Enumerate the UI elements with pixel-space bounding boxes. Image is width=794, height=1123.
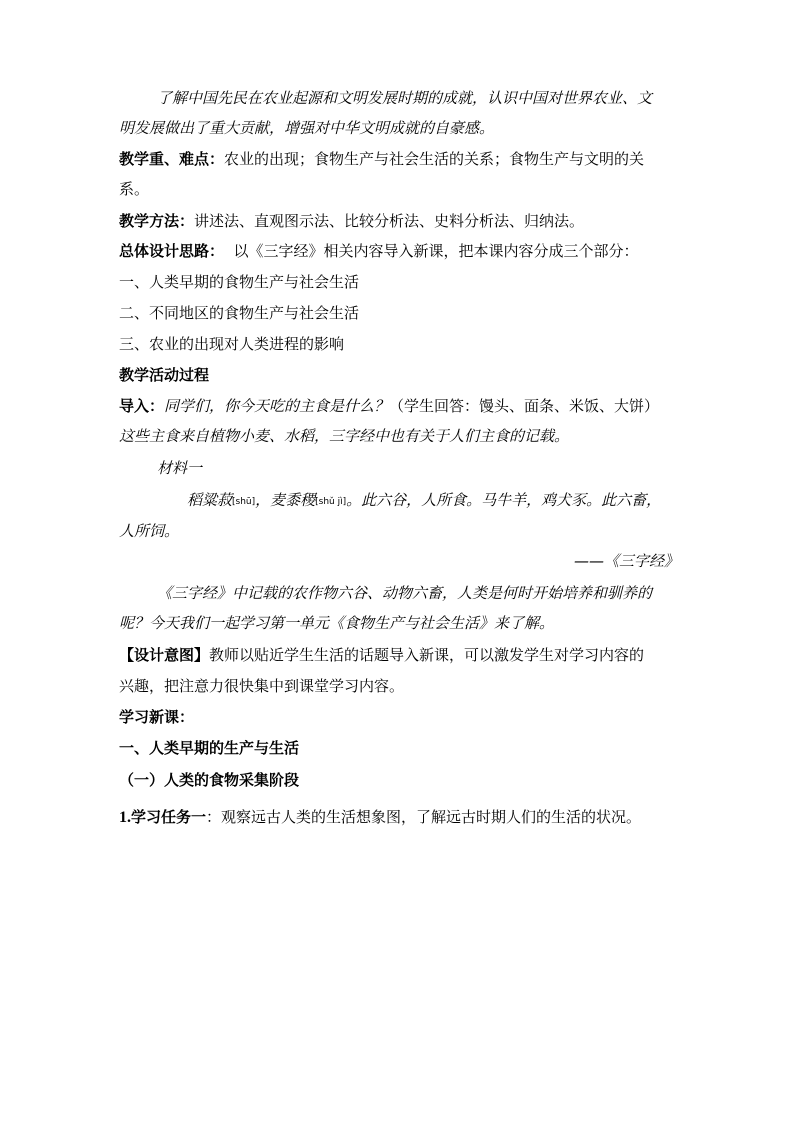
part-item-2: [119, 302, 679, 324]
lead-in-question: 同学们，你今天吃的主食是什么？: [164, 397, 390, 415]
key-points-label: 教学重、难点：: [119, 150, 225, 168]
part-text-1: 一、人类早期的食物生产与社会生活: [119, 273, 360, 291]
intent-text-2: 兴趣，把注意力很快集中到课堂学习内容。: [119, 677, 405, 695]
material-text-2: 人所饲。: [119, 522, 180, 540]
goal-paragraph-line-2: [119, 117, 679, 139]
new-lesson-text: 学习新课：: [119, 708, 195, 726]
material-label: [119, 457, 697, 479]
material-text-c: 。此六谷，人所食。马牛羊，鸡犬豕。此六畜，: [346, 491, 662, 509]
material-line-2: [119, 520, 679, 542]
intent-text-1: 教师以贴近学生生活的话题导入新课，可以激发学生对学习内容的: [209, 646, 645, 664]
key-points-text-1: 农业的出现；食物生产与社会生活的关系；食物生产与文明的关: [224, 150, 645, 168]
design-line: [119, 240, 679, 262]
subsection-heading-1: [119, 769, 679, 791]
lead-in-text-2: 这些主食来自植物小麦、水稻，三字经中也有关于人们主食的记载。: [119, 427, 570, 445]
lead-in-label: 导入：: [119, 397, 165, 415]
material-text-a: 稻粱菽: [187, 491, 233, 509]
section-heading-1: [119, 737, 679, 759]
material-label-text: 材料一: [157, 459, 203, 477]
key-points-text-2: 系。: [119, 180, 150, 198]
intent-line-1: [119, 644, 679, 666]
part-item-3: [119, 333, 679, 355]
material-line-1: [119, 489, 679, 513]
lead-in-answer: （学生回答：馒头、面条、米饭、大饼）: [389, 397, 660, 415]
part-text-2: 二、不同地区的食物生产与社会生活: [119, 304, 360, 322]
methods-line: [119, 210, 679, 232]
question-line-1: [119, 582, 687, 604]
design-text: 以《三字经》相关内容导入新课，把本课内容分成三个部分：: [224, 242, 639, 260]
design-label: 总体设计思路：: [119, 242, 225, 260]
part-item-1: [119, 271, 679, 293]
task-text: ：观察远古人类的生活想象图，了解远古时期人们的生活的状况。: [206, 808, 642, 826]
section-heading-1-text: 一、人类早期的生产与生活: [119, 739, 300, 757]
process-heading-text: 教学活动过程: [119, 366, 210, 384]
pinyin-shu-ji: [shǔ jì]: [315, 497, 347, 507]
material-source: [119, 550, 679, 572]
question-text-2: 呢？今天我们一起学习第一单元《食物生产与社会生活》来了解。: [119, 614, 555, 632]
question-line-2: [119, 612, 679, 634]
part-text-3: 三、农业的出现对人类进程的影响: [119, 335, 345, 353]
lead-in-line-2: [119, 425, 679, 447]
material-text-b: ，麦黍稷: [255, 491, 316, 509]
key-points-line-1: [119, 148, 679, 170]
lead-in-line-1: [119, 395, 679, 417]
methods-label: 教学方法：: [119, 212, 195, 230]
pinyin-shu: [shū]: [232, 497, 256, 507]
subsection-heading-1-text: （一）人类的食物采集阶段: [119, 771, 300, 789]
intent-line-2: [119, 675, 679, 697]
material-source-text: ——《三字经》: [573, 552, 679, 570]
process-heading: [119, 364, 679, 386]
key-points-line-2: [119, 178, 679, 200]
task-label: 学习任务一: [131, 808, 207, 826]
task-line: [119, 806, 689, 829]
goal-paragraph-line-1: [119, 87, 717, 109]
methods-text: 讲述法、直观图示法、比较分析法、史料分析法、归纳法。: [194, 212, 585, 230]
task-number: 1.: [119, 809, 131, 826]
question-text-1: 《三字经》中记载的农作物六谷、动物六畜，人类是何时开始培养和驯养的: [157, 584, 653, 602]
new-lesson-heading: [119, 706, 679, 728]
intent-label: 【设计意图】: [119, 646, 210, 664]
goal-text-1: 了解中国先民在农业起源和文明发展时期的成就，认识中国对世界农业、文: [157, 89, 653, 107]
goal-text-2: 明发展做出了重大贡献，增强对中华文明成就的自豪感。: [119, 119, 495, 137]
